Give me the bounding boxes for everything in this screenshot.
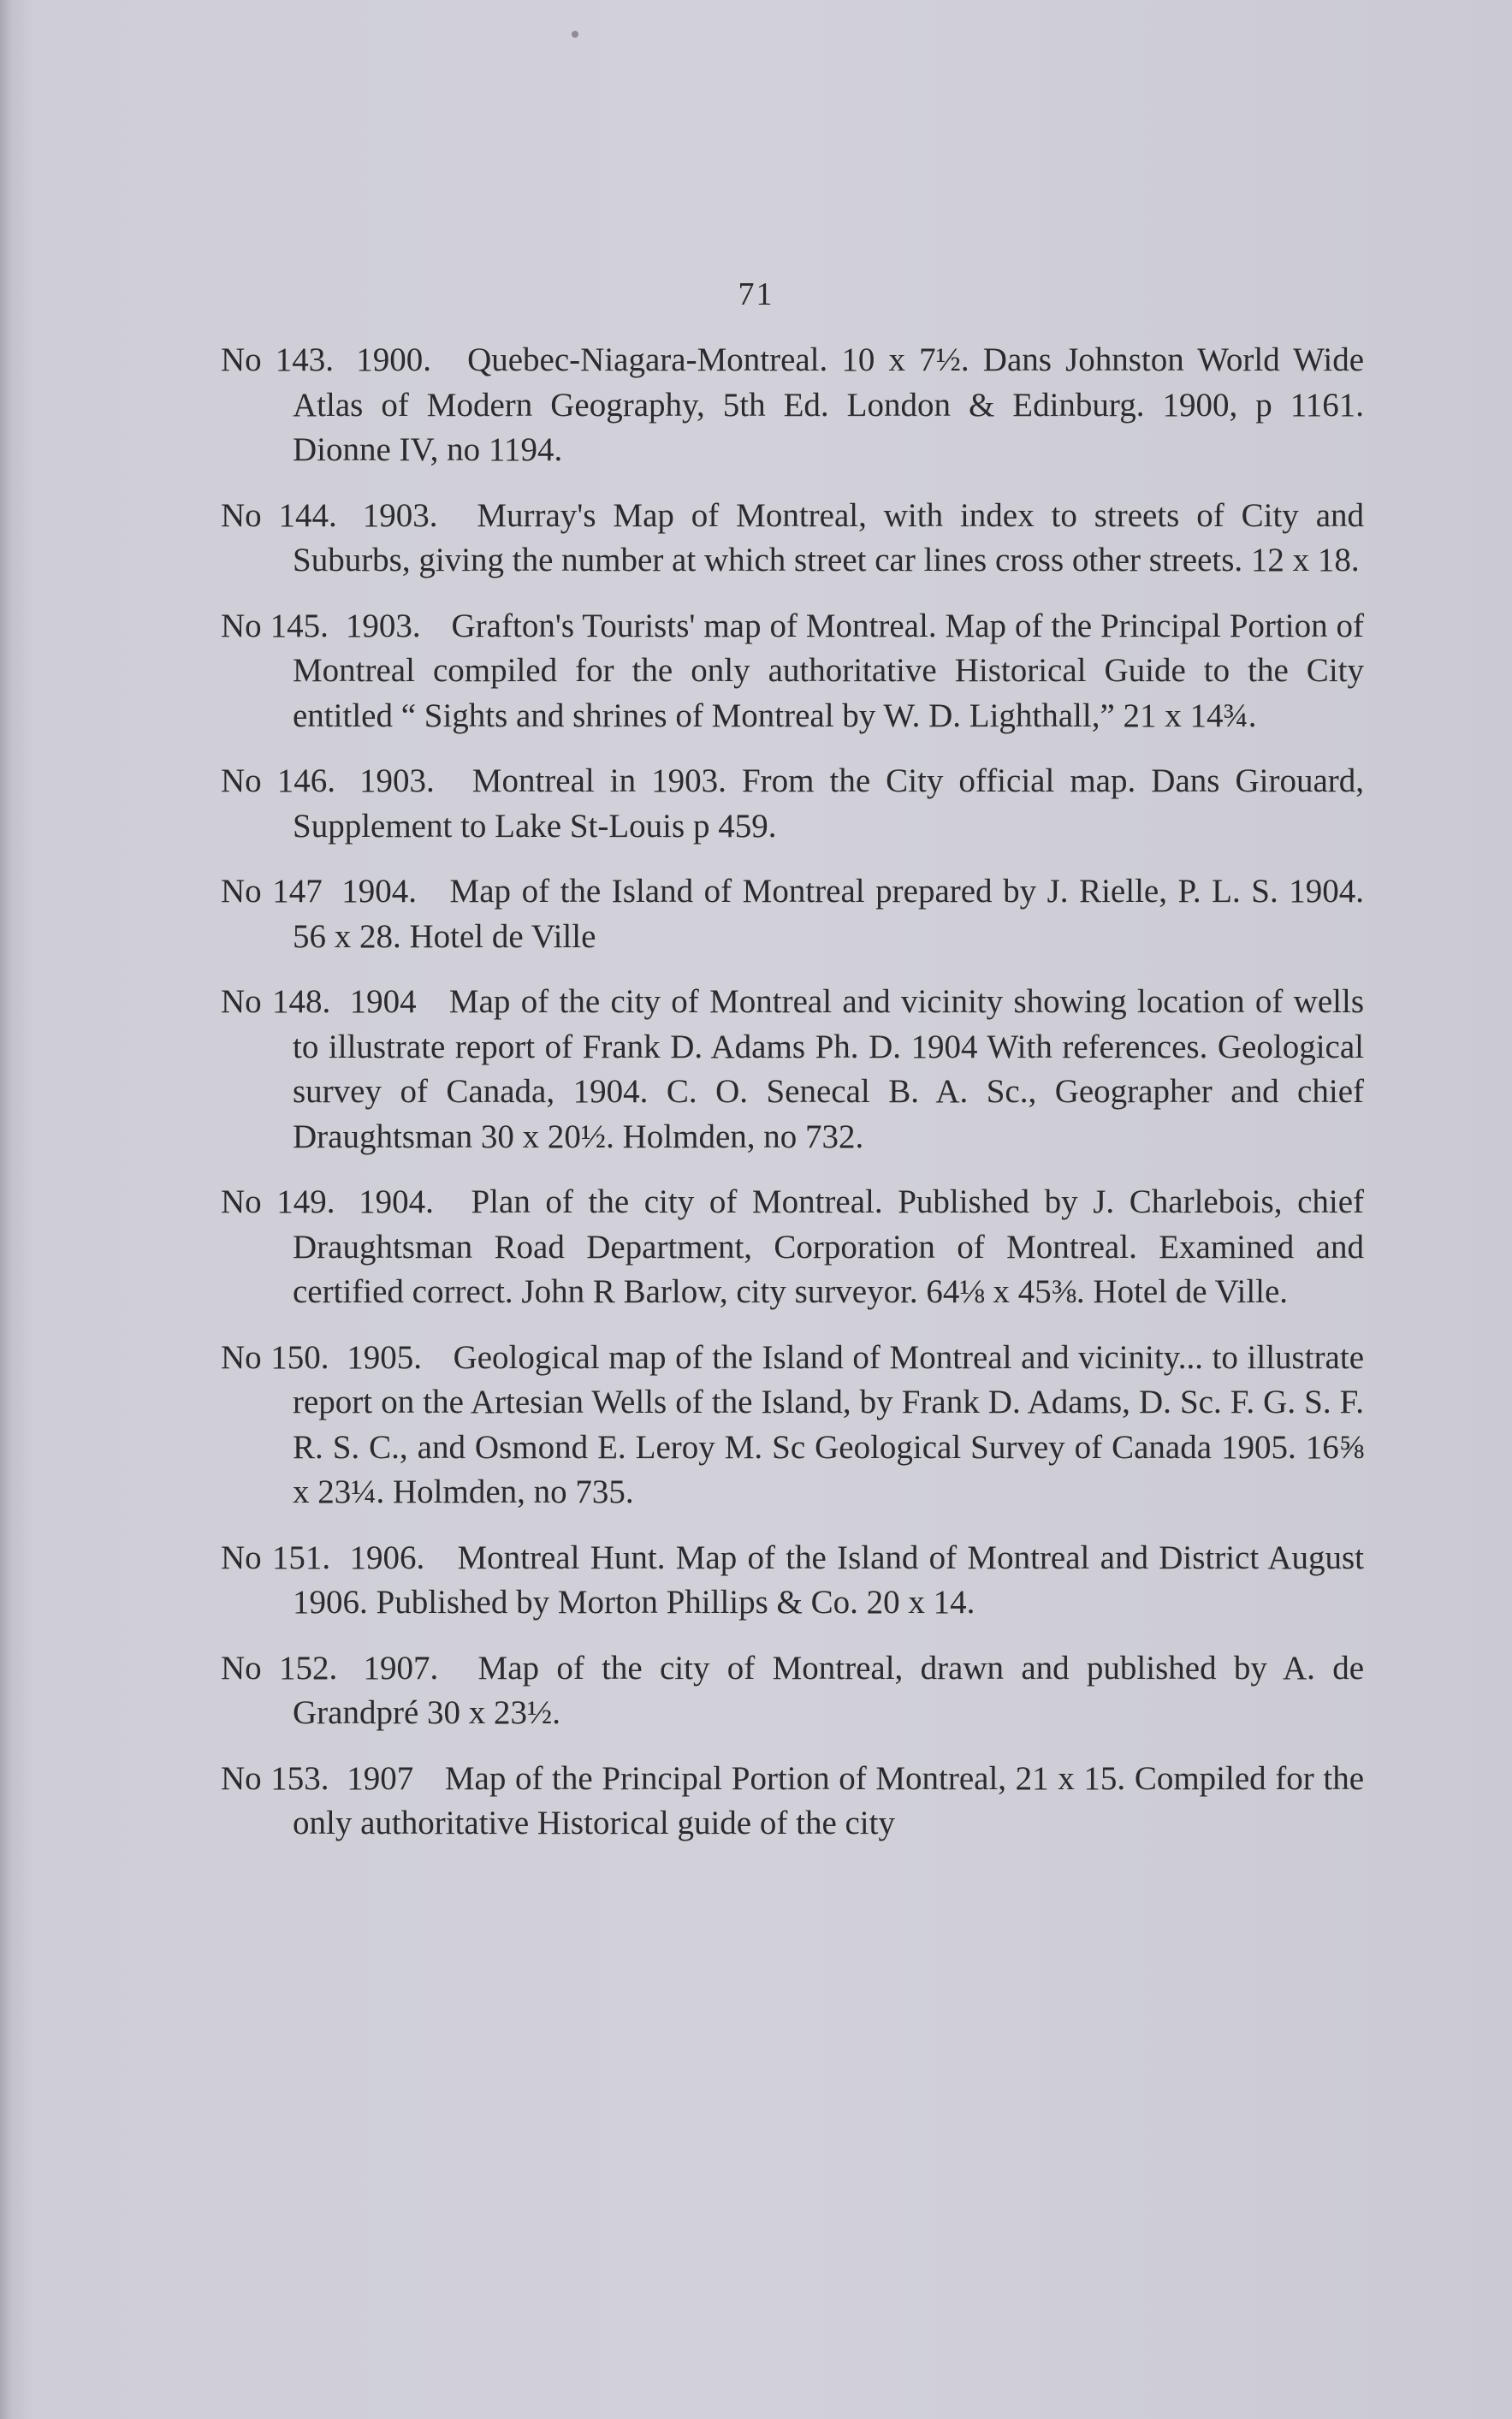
- entry-number: No 147: [221, 873, 323, 910]
- entry-year: 1903.: [362, 496, 438, 534]
- entry-year: 1903.: [345, 607, 421, 644]
- catalogue-entries: [221, 338, 1364, 1867]
- entry-text: Grafton's Tourists' map of Montreal. Map of the Principal Portion of Montreal compiled for the only authoritative Historical Guide to the City entitled “ Sights and shrines of Montreal by W. D. Lighthall,” 21 x 14¾.: [293, 607, 1365, 734]
- entry-number: No 144.: [221, 496, 337, 534]
- entry-151: [221, 1536, 1364, 1626]
- entry-year: 1906.: [349, 1539, 425, 1576]
- entry-145: [221, 604, 1364, 739]
- entry-150: [221, 1336, 1364, 1515]
- entry-number: No 153.: [221, 1759, 329, 1797]
- entry-149: [221, 1180, 1364, 1315]
- entry-text: Montreal in 1903. From the City official map. Dans Girouard, Supplement to Lake St-Louis p 459.: [293, 762, 1364, 845]
- entry-number: No 146.: [221, 762, 335, 799]
- entry-152: [221, 1646, 1364, 1736]
- entry-146: [221, 759, 1364, 849]
- entry-number: No 152.: [221, 1649, 338, 1687]
- paper-speck: [572, 31, 578, 38]
- entry-text: Murray's Map of Montreal, with index to streets of City and Suburbs, giving the number at which street car lines cross other streets. 12 x 18.: [293, 496, 1365, 578]
- entry-year: 1905.: [347, 1338, 422, 1376]
- entry-text: Quebec-Niagara-Montreal. 10 x 7½. Dans Johnston World Wide Atlas of Modern Geography, 5th Ed. London & Edinburg. 1900, p 1161. Dionne IV, no 1194.: [293, 341, 1365, 468]
- entry-number: No 145.: [221, 607, 329, 644]
- entry-text: Map of the city of Montreal, drawn and published by A. de Grandpré 30 x 23½.: [293, 1649, 1365, 1731]
- entry-number: No 151.: [221, 1539, 331, 1576]
- entry-144: [221, 494, 1364, 584]
- entry-text: Montreal Hunt. Map of the Island of Montreal and District August 1906. Published by Morton Phillips & Co. 20 x 14.: [293, 1539, 1364, 1621]
- entry-number: No 148.: [221, 983, 331, 1020]
- entry-text: Map of the Principal Portion of Montreal, 21 x 15. Compiled for the only authoritative Historical guide of the city: [293, 1759, 1365, 1841]
- entry-year: 1904.: [359, 1183, 434, 1220]
- entry-year: 1904.: [341, 873, 417, 910]
- entry-year: 1900.: [356, 341, 431, 378]
- entry-147: [221, 869, 1364, 959]
- entry-143: [221, 338, 1364, 473]
- entry-number: No 149.: [221, 1183, 335, 1220]
- entry-number: No 143.: [221, 341, 335, 378]
- entry-year: 1907: [347, 1759, 414, 1797]
- entry-text: Geological map of the Island of Montreal and vicinity... to illustrate report on the Artesian Wells of the Island, by Frank D. Adams, D. Sc. F. G. S. F. R. S. C., and Osmond E. Leroy M. Sc Geological Survey of Canada 1905. 16⅝ x 23¼. Holmden, no 735.: [293, 1338, 1365, 1510]
- entry-text: Map of the Island of Montreal prepared by J. Rielle, P. L. S. 1904. 56 x 28. Hotel de Ville: [293, 873, 1365, 955]
- entry-year: 1907.: [363, 1649, 439, 1687]
- entry-text: Map of the city of Montreal and vicinity showing location of wells to illustrate report of Frank D. Adams Ph. D. 1904 With references. Geological survey of Canada, 1904. C. O. Senecal B. A. Sc., Geographer and chief Draughtsman 30 x 20½. Holmden, no 732.: [293, 983, 1365, 1155]
- entry-number: No 150.: [221, 1338, 329, 1376]
- entry-148: [221, 980, 1364, 1159]
- entry-text: Plan of the city of Montreal. Published by J. Charlebois, chief Draughtsman Road Department, Corporation of Montreal. Examined and certified correct. John R Barlow, city surveyor. 64⅛ x 45⅜. Hotel de Ville.: [293, 1183, 1365, 1310]
- page-number: 71: [738, 276, 774, 312]
- entry-153: [221, 1757, 1364, 1847]
- entry-year: 1903.: [359, 762, 435, 799]
- entry-year: 1904: [349, 983, 417, 1020]
